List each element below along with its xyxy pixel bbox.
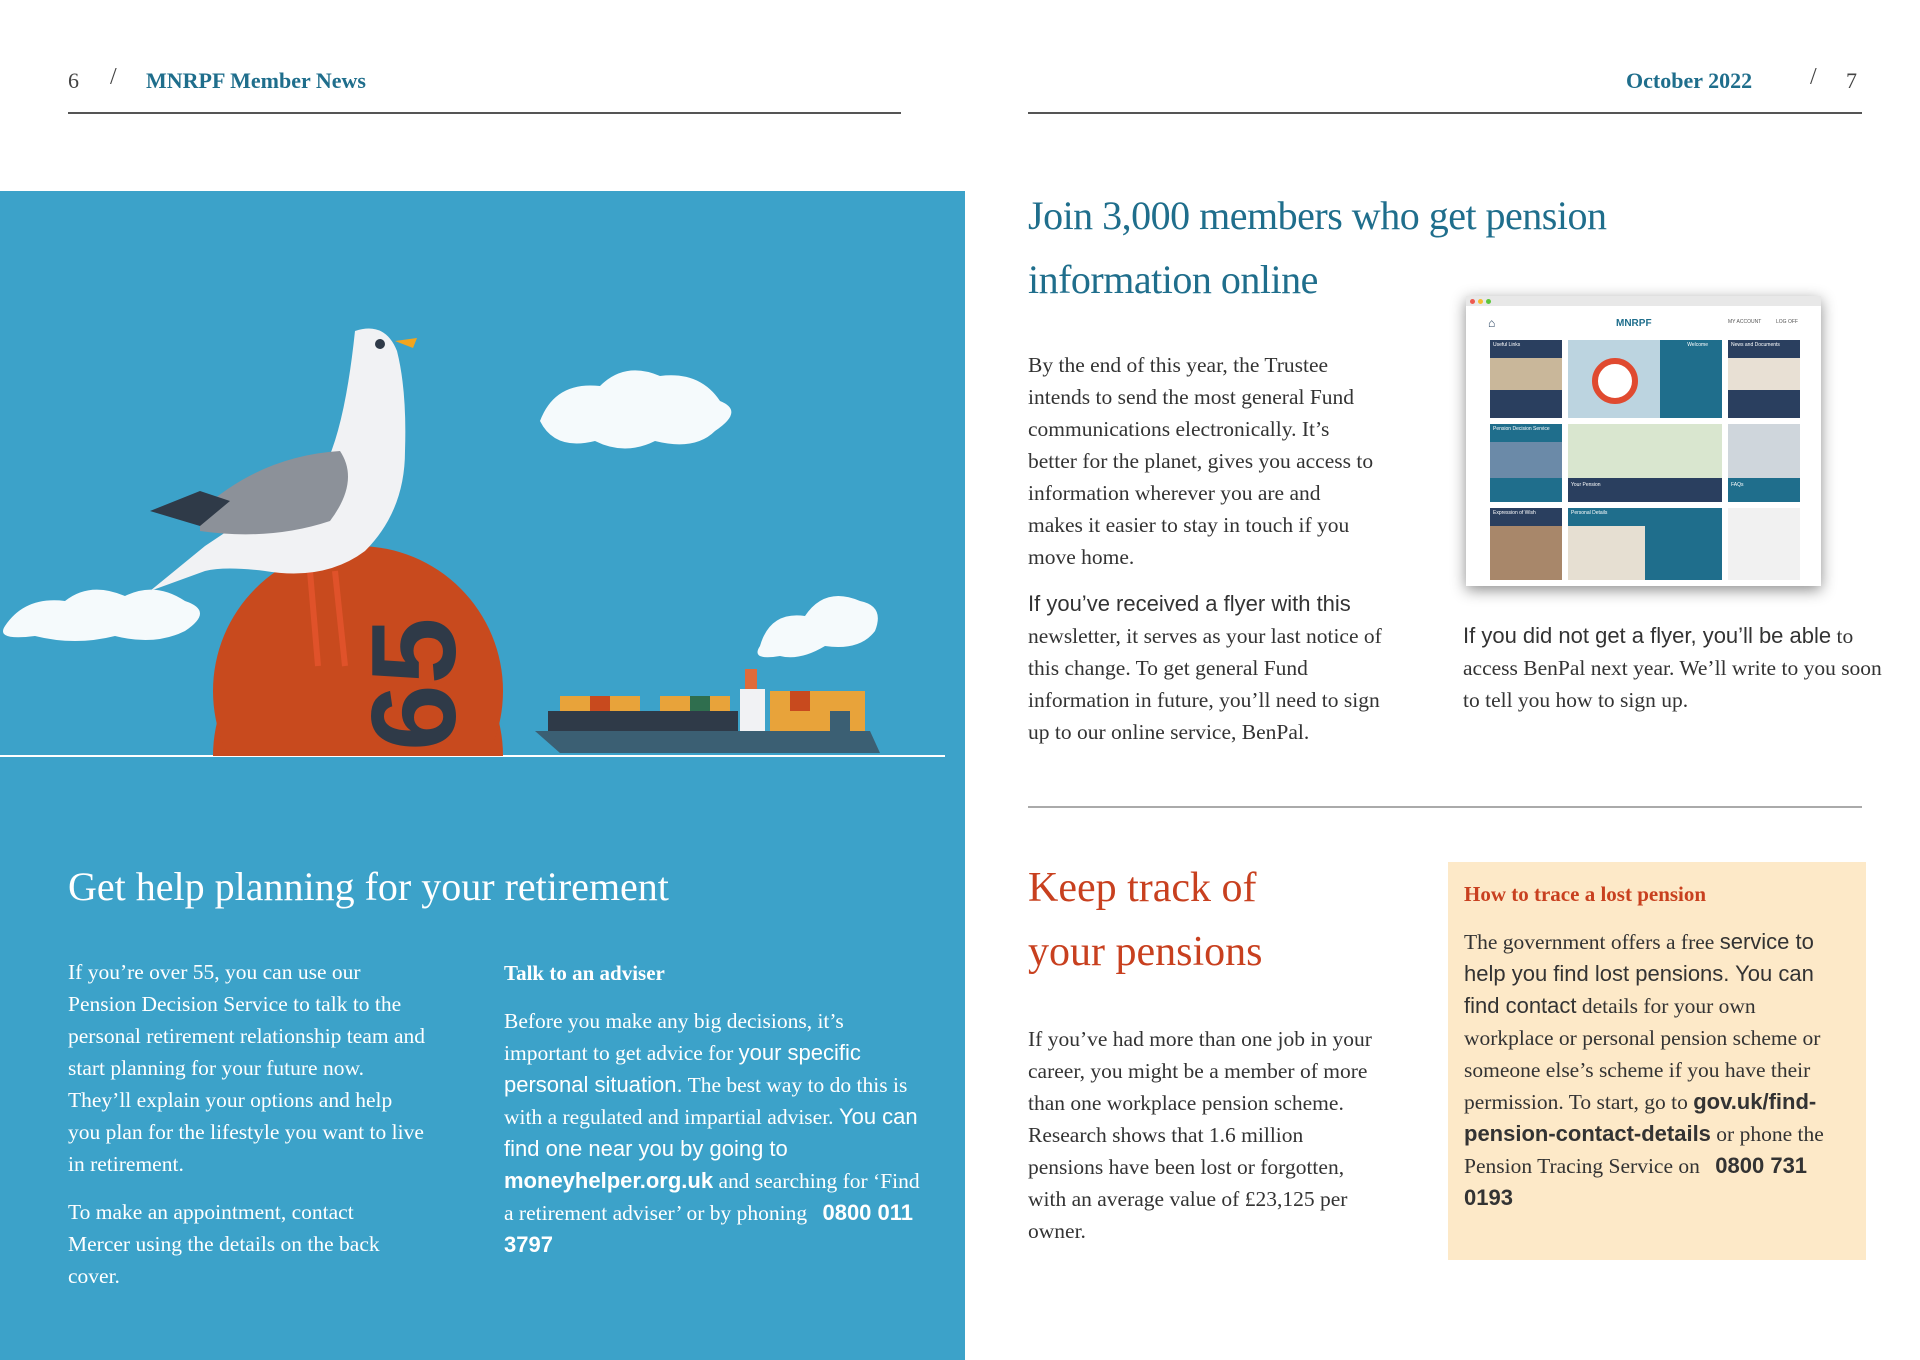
- right-header-title: October 2022: [1626, 68, 1753, 93]
- online-para3: [1463, 620, 1883, 716]
- site-header: [1466, 306, 1821, 336]
- cloud-icon: [3, 590, 200, 641]
- retirement-appointment: To make an appointment, contact Mercer using the details on the back cover.: [68, 1200, 380, 1288]
- left-page-number: 6: [68, 68, 79, 93]
- browser-bar: [1466, 296, 1821, 306]
- retirement-panel: [0, 191, 965, 1360]
- tile-faqs: [1728, 424, 1800, 502]
- header-separator-right: /: [1810, 64, 1817, 90]
- online-heading-line1: Join 3,000 members who get pension: [1028, 193, 1607, 238]
- track-heading: [1028, 856, 1408, 984]
- tile-useful-links: [1490, 340, 1562, 418]
- online-para2: [1028, 588, 1388, 748]
- cloud-icon: [758, 596, 878, 657]
- log-off-link: LOG OFF: [1776, 319, 1798, 325]
- tile-label: Your Pension: [1571, 482, 1601, 488]
- tile-grid: [1490, 340, 1800, 576]
- tile-personal-details: [1568, 508, 1722, 580]
- trace-text-a: The government offers a free: [1464, 930, 1715, 954]
- buoy-number: 65: [347, 617, 481, 751]
- adviser-text: [504, 1005, 924, 1261]
- online-para3-b: to access BenPal next year. We’ll write to you soon to tell you how to sign up.: [1463, 624, 1882, 712]
- right-header-rule: [1028, 112, 1862, 114]
- tile-label: News and Documents: [1731, 342, 1780, 348]
- track-heading-line1: Keep track of: [1028, 865, 1257, 911]
- trace-text-b: service to help you find lost pensions. You can find contact: [1464, 929, 1814, 1018]
- adviser-text-d: You can find one near you by going to: [504, 1104, 918, 1161]
- tile-label: Pension Decision Service: [1493, 426, 1550, 432]
- maximise-dot-icon: [1486, 299, 1491, 304]
- right-page-number: 7: [1846, 68, 1857, 93]
- adviser-heading: Talk to an adviser: [504, 961, 665, 985]
- adviser-text-b: your specific personal situation.: [504, 1040, 861, 1097]
- moneyhelper-link[interactable]: moneyhelper.org.uk: [504, 1168, 714, 1193]
- close-dot-icon: [1470, 299, 1475, 304]
- header-separator: /: [110, 64, 117, 90]
- adviser-text-a: Before you make any big decisions, it’s important to get advice for: [504, 1009, 844, 1065]
- track-para: If you’ve had more than one job in your career, you might be a member of more than one workplace pension scheme. Research shows that 1.6 million pensions have been lost or forgotten, with an average value of £23,125 per owner.: [1028, 1027, 1372, 1243]
- trace-heading: How to trace a lost pension: [1464, 882, 1707, 906]
- trace-text: [1464, 926, 1849, 1214]
- illustration: [0, 191, 965, 771]
- trace-text-d: or phone the Pension Tracing Service on: [1464, 1122, 1824, 1178]
- tile-label: Personal Details: [1571, 510, 1608, 516]
- trace-phone[interactable]: 0800 731 0193: [1464, 1153, 1808, 1210]
- retirement-heading: Get help planning for your retirement: [68, 864, 669, 909]
- my-account-link: MY ACCOUNT: [1728, 319, 1762, 325]
- buoy-icon: [213, 546, 503, 771]
- online-para2-a: If you’ve received a flyer with this: [1028, 591, 1351, 616]
- tile-label: Welcome: [1687, 342, 1708, 348]
- online-heading-line2: information online: [1028, 257, 1318, 302]
- minimise-dot-icon: [1478, 299, 1483, 304]
- cloud-icon: [540, 370, 731, 448]
- left-header-rule: [68, 112, 901, 114]
- online-heading: [1028, 184, 1728, 312]
- site-logo: MNRPF: [1616, 318, 1652, 329]
- tile-label: Useful Links: [1493, 342, 1521, 348]
- retirement-intro: If you’re over 55, you can use our Pension Decision Service to talk to the personal retirement relationship team and start planning for your future now. They’ll explain your options and help you plan for the lifestyle you want to live in retirement.: [68, 960, 426, 1176]
- tile-welcome: [1568, 340, 1722, 418]
- online-para3-a: If you did not get a flyer, you’ll be able: [1463, 623, 1832, 648]
- tile-pension-decision: [1490, 424, 1562, 502]
- tile-your-pension: [1568, 424, 1722, 502]
- adviser-text-e: and searching for ‘Find a retirement adviser’ or by phoning: [504, 1169, 920, 1225]
- online-para1: By the end of this year, the Trustee intends to send the most general Fund communications electronically. It’s better for the planet, gives you access to information wherever you are and makes it easier to stay in touch if you move home.: [1028, 353, 1374, 569]
- tile-expression-of-wish: [1490, 508, 1562, 580]
- tile-label: FAQs: [1731, 482, 1744, 488]
- left-header-title: MNRPF Member News: [146, 68, 366, 93]
- container-ship-icon: [535, 669, 880, 753]
- home-icon: ⌂: [1488, 316, 1496, 330]
- benpal-screenshot: [1466, 296, 1821, 586]
- adviser-text-c: The best way to do this is with a regulated and impartial adviser.: [504, 1073, 908, 1129]
- online-para2-b: newsletter, it serves as your last notice of this change. To get general Fund information in future, you’ll need to sign up to our online service, BenPal.: [1028, 624, 1382, 744]
- gov-uk-link[interactable]: gov.uk/find-pension-contact-details: [1464, 1089, 1817, 1146]
- adviser-phone[interactable]: 0800 011 3797: [504, 1200, 914, 1257]
- track-heading-line2: your pensions: [1028, 929, 1263, 975]
- tile-news: [1728, 340, 1800, 418]
- trace-text-c: details for your own workplace or personal pension scheme or someone else’s scheme if you have their permission. To start, go to: [1464, 994, 1821, 1114]
- section-divider: [1028, 806, 1862, 808]
- trace-pension-box: [1448, 862, 1866, 1260]
- tile-label: Expression of Wish: [1493, 510, 1536, 516]
- tile-blank: [1728, 508, 1800, 580]
